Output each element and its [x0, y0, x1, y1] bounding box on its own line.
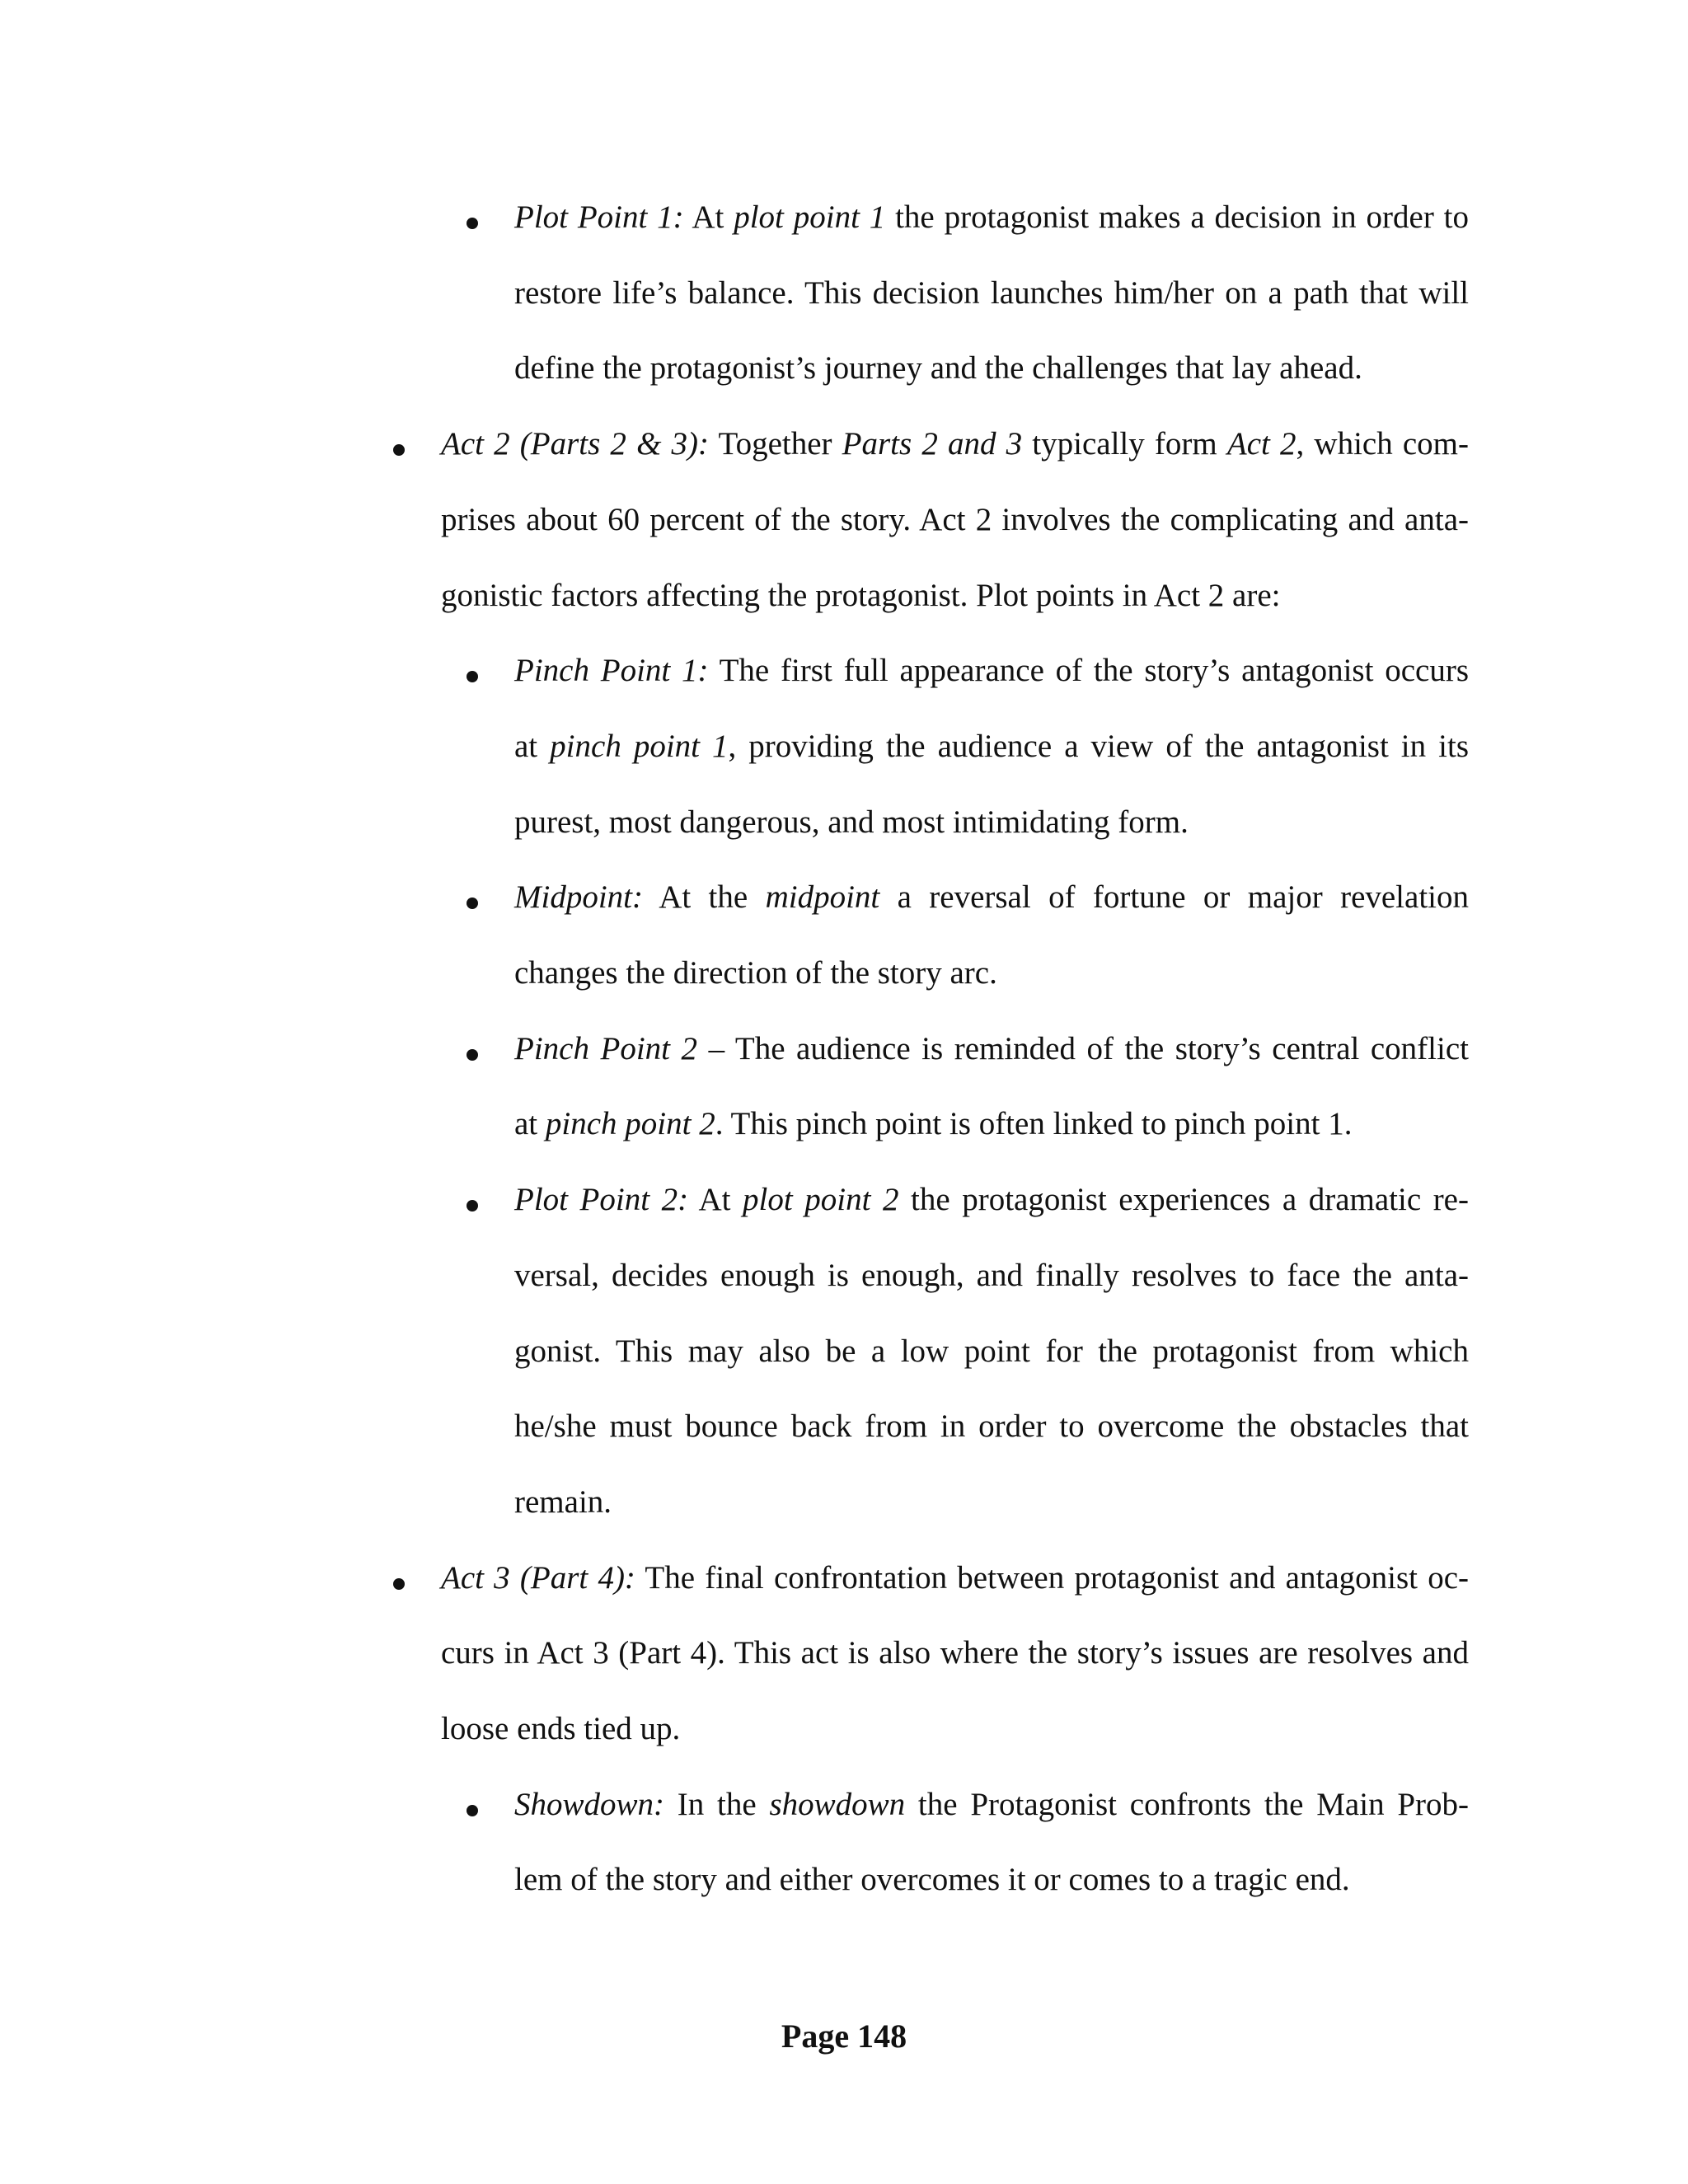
italic-term: plot point 2	[743, 1182, 899, 1217]
italic-term: Midpoint:	[514, 879, 643, 915]
text-line	[514, 1029, 1469, 1069]
text-line	[514, 1483, 612, 1522]
text-line	[514, 198, 1469, 237]
text-run: curs in Act 3 (Part 4). This act is also where the story’s issues are resolves and	[441, 1635, 1469, 1671]
text-run: At	[683, 199, 734, 235]
text-run: , providing the audience a view of the antagonist in its	[728, 729, 1469, 764]
text-run: purest, most dangerous, and most intimidating form.	[514, 804, 1189, 840]
italic-term: pinch point 2	[545, 1106, 715, 1141]
bullet-icon	[467, 671, 478, 682]
text-run: gonistic factors affecting the protagonist. Plot points in Act 2 are:	[441, 578, 1281, 613]
page-number: Page 148	[781, 2018, 907, 2055]
italic-term: Act 2	[1226, 426, 1296, 462]
text-line	[441, 1709, 680, 1749]
text-run: loose ends tied up.	[441, 1711, 681, 1746]
text-line	[514, 1332, 1469, 1371]
text-line	[514, 954, 997, 993]
bullet-icon	[393, 444, 405, 456]
text-run: he/she must bounce back from in order to overcome the obstacles that	[514, 1408, 1469, 1444]
italic-term: midpoint	[765, 879, 880, 915]
text-line	[441, 1558, 1469, 1598]
text-run: . This pinch point is often linked to pinch point 1.	[715, 1106, 1353, 1141]
italic-term: Pinch Point 1:	[514, 653, 709, 688]
bullet-icon	[467, 1049, 478, 1061]
text-run: The first full appearance of the story’s antagonist occurs	[708, 653, 1469, 688]
text-line	[514, 1785, 1469, 1825]
text-line	[441, 424, 1469, 464]
italic-term: Act 2 (Parts 2 & 3):	[441, 426, 710, 462]
italic-term: Parts 2 and 3	[842, 426, 1023, 462]
text-run: a reversal of fortune or major revelation	[879, 879, 1470, 915]
italic-term: Plot Point 1:	[514, 199, 684, 235]
text-run: gonist. This may also be a low point for the protagonist from which	[514, 1333, 1469, 1369]
text-line	[514, 1860, 1350, 1900]
text-run: – The audience is reminded of the story’s central conflict	[697, 1031, 1469, 1066]
text-line	[514, 803, 1189, 842]
text-run: At the	[642, 879, 766, 915]
text-run: at	[514, 1106, 546, 1141]
text-line	[514, 727, 1469, 766]
italic-term: showdown	[769, 1787, 906, 1822]
text-line	[514, 651, 1469, 691]
text-run: define the protagonist’s journey and the challenges that lay ahead.	[514, 350, 1362, 386]
text-run: the protagonist makes a decision in order to	[885, 199, 1469, 235]
bullet-icon	[393, 1578, 405, 1590]
text-run: typically form	[1022, 426, 1227, 462]
text-run: the Protagonist confronts the Main Prob-	[905, 1787, 1469, 1822]
text-run: Together	[709, 426, 842, 462]
text-line	[514, 1104, 1352, 1144]
text-run: In the	[664, 1787, 770, 1822]
bullet-icon	[467, 1805, 478, 1816]
italic-term: Plot Point 2:	[514, 1182, 689, 1217]
text-line	[514, 349, 1362, 388]
bullet-icon	[467, 218, 478, 229]
italic-term: Pinch Point 2	[514, 1031, 698, 1066]
text-run: remain.	[514, 1484, 612, 1520]
text-run: restore life’s balance. This decision launches him/her on a path that will	[514, 275, 1469, 311]
text-line	[441, 1633, 1469, 1673]
text-run: the protagonist experiences a dramatic re-	[898, 1182, 1469, 1217]
text-run: changes the direction of the story arc.	[514, 955, 997, 991]
text-line	[514, 274, 1469, 313]
bullet-icon	[467, 1200, 478, 1212]
text-run: The final confrontation between protagonist and antagonist oc-	[635, 1560, 1469, 1596]
italic-term: Showdown:	[514, 1787, 665, 1822]
text-run: lem of the story and either overcomes it or comes to a tragic end.	[514, 1862, 1350, 1897]
text-run: prises about 60 percent of the story. Act 2 involves the complicating and anta-	[441, 502, 1469, 537]
text-run: at	[514, 729, 551, 764]
text-run: At	[688, 1182, 743, 1217]
text-line	[514, 1256, 1469, 1296]
text-line	[441, 500, 1469, 540]
text-line	[514, 1180, 1469, 1220]
text-line	[441, 576, 1281, 616]
text-run: versal, decides enough is enough, and finally resolves to face the anta-	[514, 1258, 1469, 1293]
italic-term: Act 3 (Part 4):	[441, 1560, 635, 1596]
bullet-icon	[467, 898, 478, 909]
text-line	[514, 1407, 1469, 1446]
text-run: , which com-	[1296, 426, 1469, 462]
italic-term: pinch point 1	[550, 729, 729, 764]
italic-term: plot point 1	[734, 199, 886, 235]
text-line	[514, 878, 1469, 917]
